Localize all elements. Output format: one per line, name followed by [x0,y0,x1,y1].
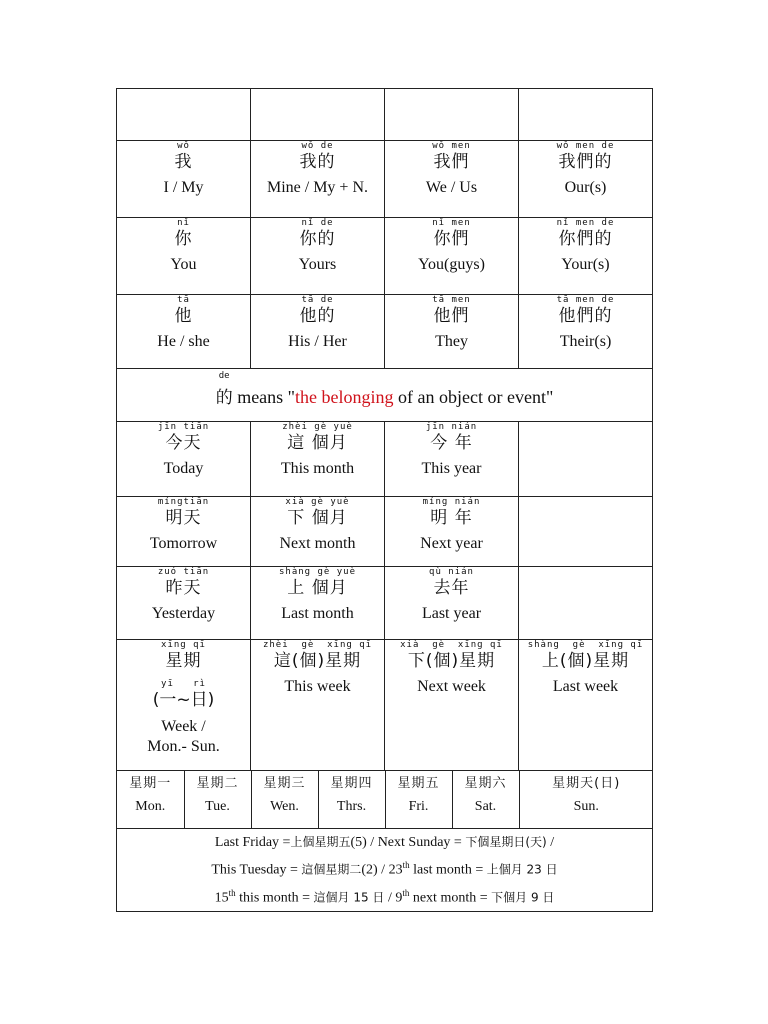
pinyin: zhèi gè xīng qī [262,640,373,650]
pinyin: nǐ [177,218,190,228]
vocab-cell [251,218,385,295]
day-hanzi: 星期五 [397,776,440,791]
pronoun-row [117,218,653,295]
vocab-cell [117,497,251,567]
vocab-cell [251,295,385,369]
pinyin: zuó tiān [157,567,210,577]
hanzi: 他們的 [558,306,613,326]
empty-cell [519,422,653,497]
english: Last year [421,605,482,622]
pinyin: wǒ men [432,141,471,151]
hanzi: 上 個月 [287,578,348,598]
note-highlight: the belonging [295,386,394,407]
day-english: Mon. [135,799,166,814]
english: His / Her [288,333,347,350]
english: Today [163,460,204,477]
hanzi: 他的 [299,306,336,326]
hanzi: 明 年 [430,508,473,528]
pinyin: shàng gè yuè [278,567,357,577]
pinyin: míng nián [422,497,481,507]
hanzi: 我的 [299,152,336,172]
note-pinyin: de [218,370,230,381]
note-hanzi: 的 [215,387,233,408]
pinyin: jīn tiān [157,422,210,432]
empty-cell [385,89,519,141]
hanzi: 這 個月 [287,433,348,453]
day-cell [385,771,452,828]
day-hanzi: 星期二 [196,776,239,791]
day-hanzi: 星期三 [263,776,306,791]
pinyin: tā men de [556,295,615,305]
hanzi: 星期 [165,651,202,671]
hanzi: 我們 [433,152,470,172]
english: Their(s) [559,333,612,350]
day-cell [251,771,318,828]
pinyin: wǒ men de [556,141,615,151]
vocab-cell [251,640,385,771]
pinyin: tā de [301,295,334,305]
week-cell [117,640,251,771]
day-hanzi: 星期六 [464,776,507,791]
note-text-after: of an object or event" [393,386,554,407]
day-english: Sun. [573,799,599,814]
hanzi: 上(個)星期 [541,651,630,671]
vocab-cell [117,422,251,497]
vocab-cell [385,497,519,567]
hanzi: 我們的 [558,152,613,172]
pronoun-row [117,295,653,369]
vocab-cell [519,218,653,295]
english: Next month [279,535,356,552]
pinyin: zhèi gè yuè [282,422,353,432]
day-cell [184,771,251,828]
de-explanation [215,370,554,408]
vocab-cell [385,640,519,771]
english: Tomorrow [149,535,218,552]
pinyin: nǐ de [301,218,334,228]
vocab-cell [117,141,251,218]
day-english: Fri. [408,799,429,814]
example-line: This Tuesday = 這個星期二(2) / 23th last month = 上個月 23 日 [211,860,558,878]
hanzi: 今天 [165,433,202,453]
day-hanzi: 星期天(日) [552,776,621,791]
time-row [117,567,653,640]
pinyin: shàng gè xīng qī [527,640,644,650]
vocab-cell [251,422,385,497]
vocab-cell [519,141,653,218]
english: Last week [552,678,619,695]
day-cell [318,771,385,828]
day-english: Sat. [474,799,497,814]
hanzi: 昨天 [165,578,202,598]
time-row [117,422,653,497]
vocab-cell [251,567,385,640]
time-row [117,497,653,567]
english: He / she [157,333,210,350]
pinyin: tā men [432,295,471,305]
pinyin: xià gè yuè [285,497,350,507]
english: Mon.- Sun. [147,738,220,755]
pinyin: xīng qī [161,640,206,650]
hanzi: (一~日) [152,690,215,710]
vocab-cell [117,218,251,295]
english: I / My [163,179,204,196]
english: They [435,333,468,350]
english: Next year [420,535,483,552]
english: Our(s) [564,179,607,196]
english: This year [421,460,482,477]
vocab-cell [251,141,385,218]
day-english: Tue. [205,799,230,814]
hanzi: 這(個)星期 [273,651,362,671]
days-row [117,771,653,829]
pinyin: nǐ men [432,218,471,228]
empty-cell [519,567,653,640]
english: We / Us [425,179,478,196]
vocab-cell [117,295,251,369]
english: Your(s) [561,256,610,273]
empty-cell [117,89,251,141]
week-row [117,640,653,771]
english: Yours [298,256,337,273]
example-line: Last Friday =上個星期五(5) / Next Sunday = 下個星期日(天) / [214,835,555,850]
hanzi: 他 [174,306,193,326]
pinyin: míngtiān [157,497,210,507]
pinyin: wǒ de [301,141,334,151]
hanzi: 你們 [433,229,470,249]
day-hanzi: 星期四 [330,776,373,791]
vocab-cell [117,567,251,640]
hanzi: 明天 [165,508,202,528]
pinyin: yī rì [161,679,206,689]
hanzi: 去年 [433,578,470,598]
hanzi: 你的 [299,229,336,249]
english: Mine / My + N. [266,179,369,196]
vocab-cell [385,141,519,218]
hanzi: 他們 [433,306,470,326]
day-cell [519,771,653,828]
pinyin: xià gè xīng qī [400,640,503,650]
pinyin: tā [177,295,190,305]
vocab-cell [519,295,653,369]
pinyin: jīn nián [425,422,478,432]
english: You [170,256,197,273]
english: Next week [417,678,486,695]
day-hanzi: 星期一 [129,776,172,791]
hanzi: 下(個)星期 [407,651,496,671]
hanzi: 你們的 [558,229,613,249]
hanzi: 你 [174,229,193,249]
vocab-cell [385,295,519,369]
note-row [117,369,653,422]
english: Last month [281,605,354,622]
note-text-before: means " [232,386,296,407]
day-cell [117,771,184,828]
vocab-cell [251,497,385,567]
examples-cell [117,829,653,912]
hanzi: 今 年 [430,433,473,453]
pinyin: wǒ [177,141,190,151]
english: This month [280,460,355,477]
english: This week [284,678,351,695]
empty-cell [519,497,653,567]
vocab-cell [385,567,519,640]
example-line: 15th this month = 這個月 15 日 / 9th next month = 下個月 9 日 [214,887,555,906]
vocab-cell [385,422,519,497]
vocabulary-table [116,88,653,912]
english: Week / [161,718,206,735]
empty-cell [251,89,385,141]
pinyin: nǐ men de [556,218,615,228]
header-empty-row [117,89,653,141]
note-cell [117,369,653,422]
days-table [117,771,653,828]
hanzi: 下 個月 [287,508,348,528]
empty-cell [519,89,653,141]
hanzi: 我 [174,152,193,172]
day-english: Thrs. [336,799,367,814]
english: You(guys) [418,256,485,273]
english: Yesterday [151,605,216,622]
vocab-cell [385,218,519,295]
pronoun-row [117,141,653,218]
vocab-cell [519,640,653,771]
pinyin: qù nián [429,567,474,577]
day-cell [452,771,519,828]
day-english: Wen. [270,799,299,814]
examples-row [117,829,653,912]
days-cell [117,771,653,829]
